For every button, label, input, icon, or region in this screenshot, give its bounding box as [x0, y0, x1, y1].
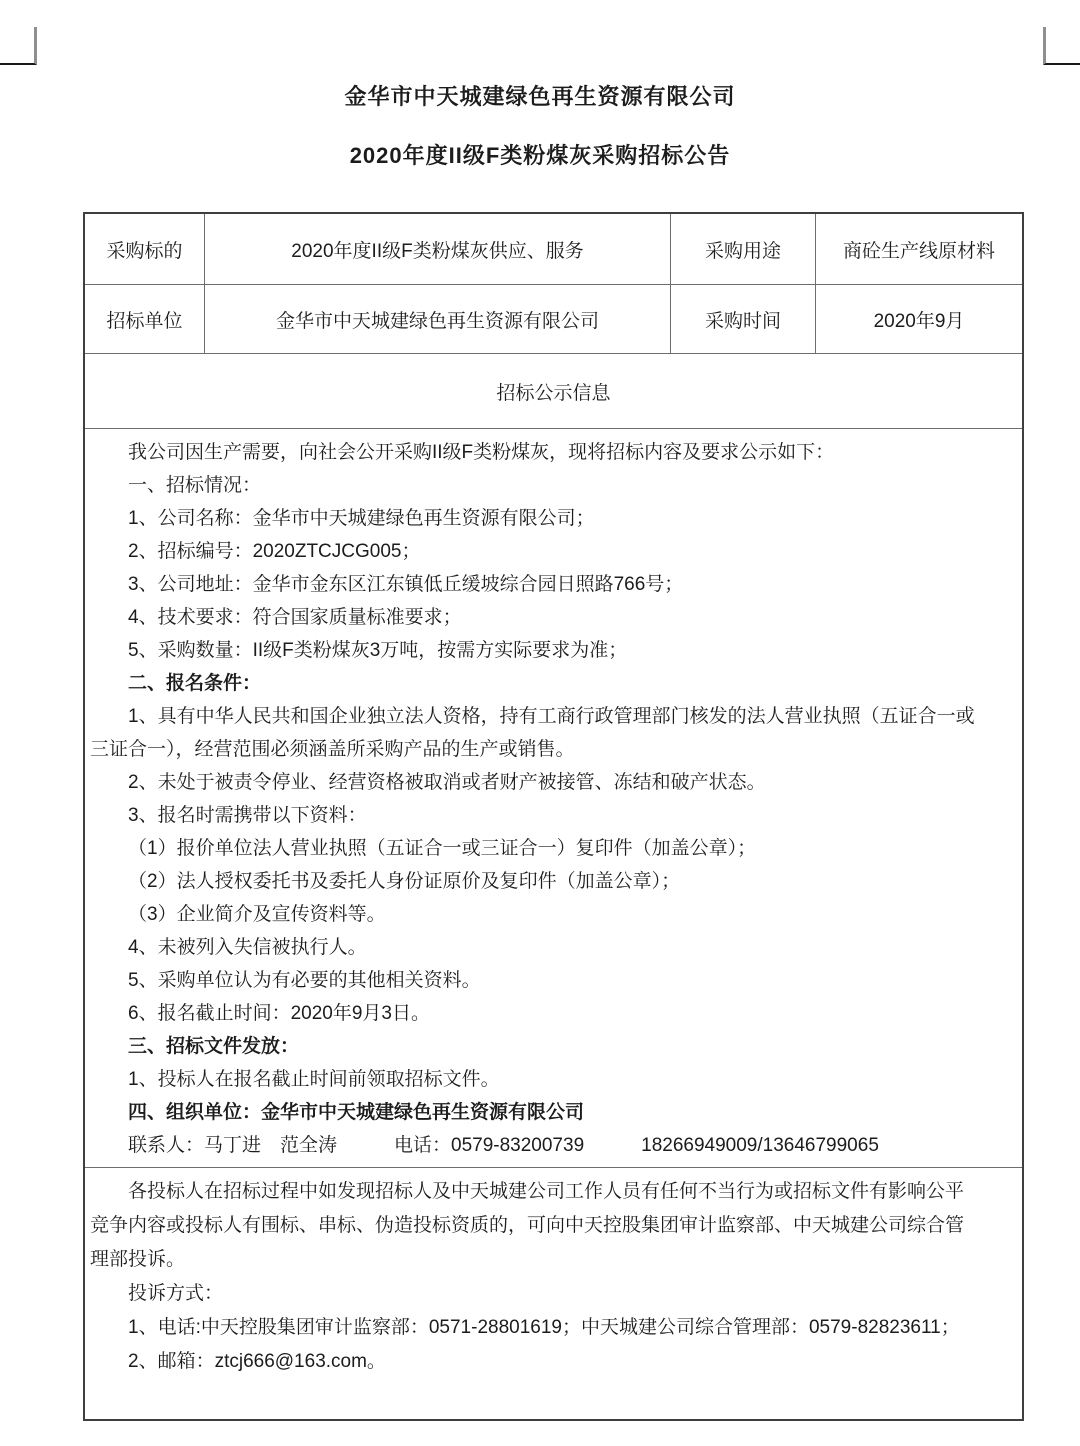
complaint-line: 投诉方式：: [128, 1283, 224, 1304]
announcement-line: 2、未处于被责令停业、经营资格被取消或者财产被接管、冻结和破产状态。: [128, 772, 766, 793]
tender-info-table: [83, 212, 1024, 1421]
document-title: 金华市中天城建绿色再生资源有限公司: [344, 84, 736, 109]
announcement-line: 一、招标情况：: [128, 475, 262, 496]
announcement-line: 6、报名截止时间：2020年9月3日。: [128, 1003, 430, 1024]
announcement-line: 2、招标编号：2020ZTCJCG005；: [128, 541, 421, 562]
page-corner-mark-top-right: [1043, 27, 1080, 65]
document-subtitle: 2020年度II级F类粉煤灰采购招标公告: [349, 143, 731, 168]
complaint-line: 各投标人在招标过程中如发现招标人及中天城建公司工作人员有任何不当行为或招标文件有影响公平: [128, 1181, 965, 1202]
value-tender-unit: 金华市中天城建绿色再生资源有限公司: [205, 285, 671, 353]
announcement-line: 5、采购单位认为有必要的其他相关资料。: [128, 970, 481, 991]
label-procurement-subject: 采购标的: [85, 214, 205, 284]
complaint-line: 1、电话:中天控股集团审计监察部：0571-28801619；中天城建公司综合管理部：0579-82823611；: [128, 1317, 960, 1338]
announcement-line: （2）法人授权委托书及委托人身份证原价及复印件（加盖公章）；: [128, 871, 681, 892]
announcement-line: 三证合一），经营范围必须涵盖所采购产品的生产或销售。: [90, 739, 575, 760]
label-procurement-purpose: 采购用途: [671, 214, 816, 284]
announcement-line: （1）报价单位法人营业执照（五证合一或三证合一）复印件（加盖公章）；: [128, 838, 757, 859]
announcement-line: 二、报名条件：: [128, 673, 262, 694]
complaint-line: 2、邮箱：ztcj666@163.com。: [128, 1351, 386, 1372]
announcement-line: 我公司因生产需要，向社会公开采购II级F类粉煤灰，现将招标内容及要求公示如下：: [128, 442, 835, 463]
label-tender-unit: 招标单位: [85, 285, 205, 353]
announcement-line: 3、公司地址：金华市金东区江东镇低丘缓坡综合园日照路766号；: [128, 574, 684, 595]
announcement-line: （3）企业简介及宣传资料等。: [128, 904, 386, 925]
value-procurement-subject: 2020年度II级F类粉煤灰供应、服务: [205, 214, 671, 284]
announcement-line: 1、投标人在报名截止时间前领取招标文件。: [128, 1069, 500, 1090]
complaint-section: [85, 1168, 1022, 1419]
announcement-line: 5、采购数量：II级F类粉煤灰3万吨，按需方实际要求为准；: [128, 640, 628, 661]
announcement-line: 4、未被列入失信被执行人。: [128, 937, 367, 958]
announcement-line: 4、技术要求：符合国家质量标准要求；: [128, 607, 462, 628]
table-row-tender-unit: [85, 285, 1022, 354]
announcement-line: 四、组织单位：金华市中天城建绿色再生资源有限公司: [128, 1102, 585, 1123]
announcement-line: 1、具有中华人民共和国企业独立法人资格，持有工商行政管理部门核发的法人营业执照（五证合一或: [128, 706, 975, 727]
announcement-body: [85, 429, 1022, 1168]
complaint-line: 竞争内容或投标人有围标、串标、伪造投标资质的，可向中天控股集团审计监察部、中天城建公司综合管: [90, 1215, 965, 1236]
announcement-line: 联系人：马丁进 范全涛 电话：0579-83200739 18266949009/13646799065: [128, 1135, 879, 1156]
complaint-line: 理部投诉。: [90, 1249, 186, 1270]
value-procurement-time: 2020年9月: [873, 310, 965, 332]
announcement-line: 1、公司名称：金华市中天城建绿色再生资源有限公司；: [128, 508, 595, 529]
label-procurement-time: 采购时间: [671, 285, 816, 353]
announcement-line: 3、报名时需携带以下资料：: [128, 805, 367, 826]
page-corner-mark-top-left: [0, 27, 37, 65]
announcement-line: 三、招标文件发放：: [128, 1036, 300, 1057]
value-procurement-purpose: 商砼生产线原材料: [842, 240, 995, 262]
table-row-procurement-subject: [85, 214, 1022, 285]
section-header-tender-publicity: 招标公示信息: [85, 354, 1022, 429]
